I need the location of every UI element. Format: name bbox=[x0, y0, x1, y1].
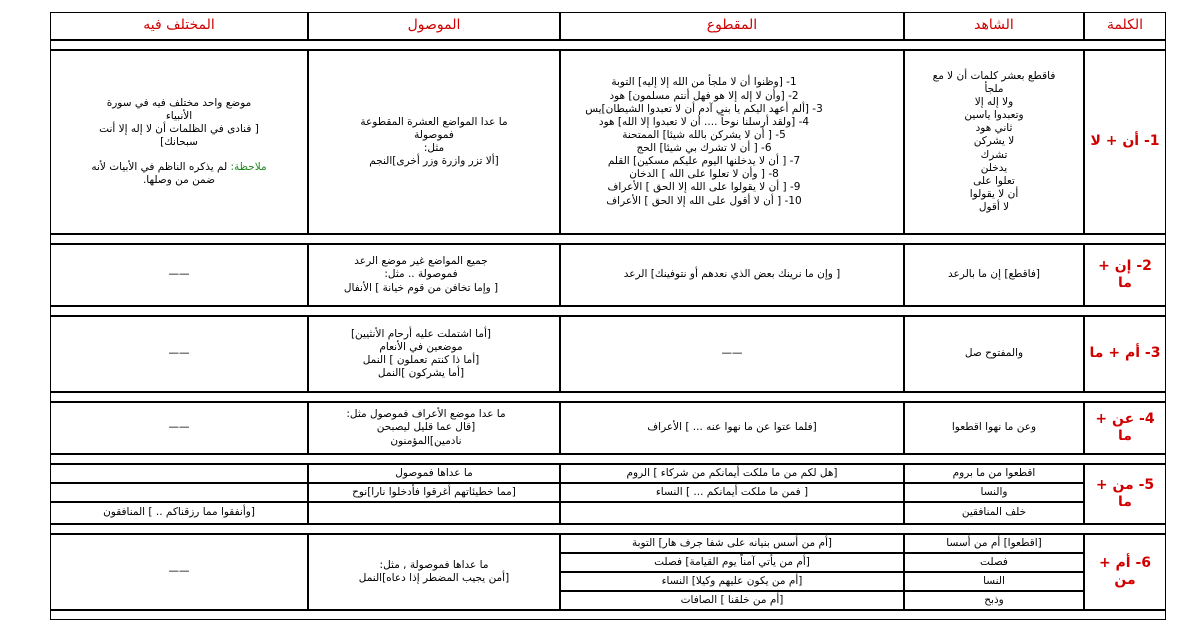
cut-cell: [أم من أسس بنيانه على شفا جرف هار] التوبة bbox=[560, 534, 904, 553]
disputed-cell bbox=[50, 483, 308, 502]
row-separator bbox=[50, 524, 1166, 534]
dash-mark: —— bbox=[168, 565, 190, 578]
connected-line: [قال عما قليل ليصبحن bbox=[376, 421, 476, 434]
cut-cell: [أم من خلقنا ] الصافات bbox=[560, 591, 904, 610]
witness-cell: النسا bbox=[904, 572, 1084, 591]
connected-line: [أمن يجيب المضطر إذا دعاه]النمل bbox=[358, 572, 510, 584]
row-separator bbox=[50, 610, 1166, 620]
connected-cell bbox=[308, 50, 560, 234]
cut-cell: [هل لكم من ما ملكت أيمانكم من شركاء ] الروم bbox=[560, 464, 904, 483]
cut-line: 2- [وأن لا إله إلا هو فهل أنتم مسلمون] هود bbox=[609, 89, 799, 102]
witness-cell: [اقطعوا] أم من أسسا bbox=[904, 534, 1084, 553]
cut-cell: [أم من يأتي آمناً يوم القيامة] فصلت bbox=[560, 553, 904, 572]
disputed-cell bbox=[50, 402, 308, 454]
disputed-cell bbox=[50, 50, 308, 234]
cut-cell bbox=[560, 502, 904, 524]
witness-line: تشرك bbox=[980, 148, 1008, 161]
disputed-cell bbox=[50, 316, 308, 392]
witness-cell: فصلت bbox=[904, 553, 1084, 572]
cut-line: 5- [ أن لا يشركن بالله شيئا] الممتحنة bbox=[622, 128, 786, 141]
connected-cell bbox=[308, 244, 560, 306]
connected-line: جميع المواضع غير موضع الرعد bbox=[354, 255, 488, 268]
disputed-line: موضع واحد مختلف فيه في سورة bbox=[106, 96, 252, 109]
witness-cell: والنسا bbox=[904, 483, 1084, 502]
witness-line: ملجأ bbox=[984, 82, 1004, 95]
witness-line: أن لا يقولوا bbox=[969, 187, 1019, 200]
witness-cell: وعن ما نهوا اقطعوا bbox=[904, 402, 1084, 454]
header-witness: الشاهد bbox=[904, 12, 1084, 40]
connected-line: ما عدا موضع الأعراف فموصول مثل: bbox=[346, 408, 506, 421]
table-row bbox=[50, 50, 1166, 234]
table-row bbox=[50, 502, 1166, 524]
connected-cell: [مما خطيئاتهم أغرقوا فأدخلوا نارا]نوح bbox=[308, 483, 560, 502]
cut-line: 7- [ أن لا يدخلنها اليوم عليكم مسكين] القلم bbox=[607, 155, 801, 168]
witness-line: يدخلن bbox=[980, 161, 1008, 174]
connected-cell: ما عداها فموصول bbox=[308, 464, 560, 483]
witness-cell: وذبح bbox=[904, 591, 1084, 610]
cut-line: 3- [ألم أعهد اليكم يا بني آدم أن لا تعبدوا الشيطان]يس bbox=[585, 102, 823, 115]
table-row bbox=[50, 244, 1166, 306]
table-row bbox=[50, 316, 1166, 392]
connected-line: فموصولة bbox=[414, 128, 454, 141]
table-row bbox=[50, 402, 1166, 454]
witness-line: تعلوا على bbox=[973, 174, 1015, 187]
row-separator bbox=[50, 392, 1166, 402]
page bbox=[50, 12, 1166, 620]
connected-line: [أما ذا كنتم تعملون ] النمل bbox=[362, 354, 480, 366]
disputed-line: الأنبياء bbox=[165, 109, 193, 122]
row-separator bbox=[50, 454, 1166, 464]
witness-line: ولا إله إلا bbox=[974, 96, 1014, 109]
cut-line: 9- [ أن لا يقولوا على الله إلا الحق ] الأعراف bbox=[607, 181, 801, 194]
connected-line: فموصولة .. مثل: bbox=[384, 268, 458, 281]
witness-cell: والمفتوح صل bbox=[904, 316, 1084, 392]
word-cell: 5- من + ما bbox=[1084, 464, 1166, 524]
witness-line: فاقطع بعشر كلمات أن لا مع bbox=[932, 69, 1056, 82]
table-row bbox=[50, 534, 1166, 553]
cut-line: 10- [ أن لا أقول على الله إلا الحق ] الأعراف bbox=[606, 194, 802, 207]
connected-cell bbox=[308, 534, 560, 610]
header-row bbox=[50, 12, 1166, 40]
disputed-cell bbox=[50, 244, 308, 306]
table-row bbox=[50, 464, 1166, 483]
cut-cell: [ وإن ما نرينك بعض الذي نعدهم أو نتوفينك] الرعد bbox=[560, 244, 904, 306]
cut-line: 8- [ وأن لا تعلوا على الله ] الدخان bbox=[629, 168, 779, 181]
dash-mark: —— bbox=[168, 421, 190, 434]
witness-line: لا أقول bbox=[978, 201, 1010, 214]
row-separator bbox=[50, 306, 1166, 316]
connected-line: [ألا تزر وازرة وزر أخرى]النجم bbox=[369, 155, 499, 168]
witness-line: وتعبدوا ياسين bbox=[964, 109, 1024, 122]
word-cell: 6- أم + من bbox=[1084, 534, 1166, 610]
word-cell: 3- أم + ما bbox=[1084, 316, 1166, 392]
note-text-2: ضمن من وصلها. bbox=[142, 174, 216, 187]
connected-line: [ وإما تخافن من قوم خيانة ] الأنفال bbox=[343, 281, 499, 294]
header-connected: الموصول bbox=[308, 12, 560, 40]
disputed-cell: [وأنفقوا مما رزقناكم .. ] المنافقون bbox=[50, 502, 308, 524]
word-cell: 1- أن + لا bbox=[1084, 50, 1166, 234]
note-line bbox=[55, 161, 303, 174]
table-row bbox=[50, 483, 1166, 502]
dash-mark: —— bbox=[168, 268, 190, 281]
connected-cell bbox=[308, 502, 560, 524]
disputed-cell bbox=[50, 534, 308, 610]
cut-cell: [ فمن ما ملكت أيمانكم ... ] النساء bbox=[560, 483, 904, 502]
row-separator bbox=[50, 234, 1166, 244]
header-word: الكلمة bbox=[1084, 12, 1166, 40]
note-text: لم يذكره الناظم في الأبيات لأنه bbox=[91, 161, 228, 174]
disputed-line: سبحانك] bbox=[160, 136, 198, 148]
note-label: ملاحظة: bbox=[230, 161, 267, 174]
witness-cell: [فاقطع] إن ما بالرعد bbox=[904, 244, 1084, 306]
dash-mark: —— bbox=[168, 347, 190, 360]
connected-line: مثل: bbox=[423, 142, 445, 154]
dash-mark: —— bbox=[721, 347, 743, 360]
witness-line: لا يشركن bbox=[973, 135, 1015, 148]
word-cell: 2- إن + ما bbox=[1084, 244, 1166, 306]
cut-line: 6- [ أن لا تشرك بي شيئا] الحج bbox=[636, 142, 772, 154]
cut-cell bbox=[560, 50, 904, 234]
cut-cell bbox=[560, 316, 904, 392]
connected-line: نادمين]المؤمنون bbox=[390, 434, 462, 447]
witness-cell: اقطعوا من ما بروم bbox=[904, 464, 1084, 483]
row-separator bbox=[50, 40, 1166, 50]
header-disputed: المختلف فيه bbox=[50, 12, 308, 40]
connected-line: ما عداها فموصولة , مثل: bbox=[379, 558, 489, 571]
witness-cell: خلف المنافقين bbox=[904, 502, 1084, 524]
connected-cell bbox=[308, 316, 560, 392]
cut-cell: [أم من يكون عليهم وكيلا] النساء bbox=[560, 572, 904, 591]
connected-line: [أما يشركون ]النمل bbox=[377, 367, 465, 380]
connected-line: [أما اشتملت عليه أرحام الأنثيين] bbox=[350, 327, 492, 340]
disputed-cell bbox=[50, 464, 308, 483]
disputed-line: [ فنادى في الظلمات أن لا إله إلا أنت bbox=[99, 122, 259, 135]
connected-line: موضعين في الأنعام bbox=[379, 340, 463, 353]
word-cell: 4- عن + ما bbox=[1084, 402, 1166, 454]
rules-table bbox=[50, 12, 1166, 620]
header-cut: المقطوع bbox=[560, 12, 904, 40]
cut-line: 4- [ولقد أرسلنا نوحاً .... أن لا تعبدوا إلا الله] هود bbox=[598, 115, 810, 128]
connected-line: ما عدا المواضع العشرة المقطوعة bbox=[360, 115, 508, 128]
cut-line: 1- [وظنوا أن لا ملجأ من الله إلا إليه] التوبة bbox=[611, 76, 797, 89]
witness-line: ثاني هود bbox=[975, 122, 1013, 135]
witness-cell bbox=[904, 50, 1084, 234]
connected-cell bbox=[308, 402, 560, 454]
cut-cell: [فلما عتوا عن ما نهوا عنه ... ] الأعراف bbox=[560, 402, 904, 454]
